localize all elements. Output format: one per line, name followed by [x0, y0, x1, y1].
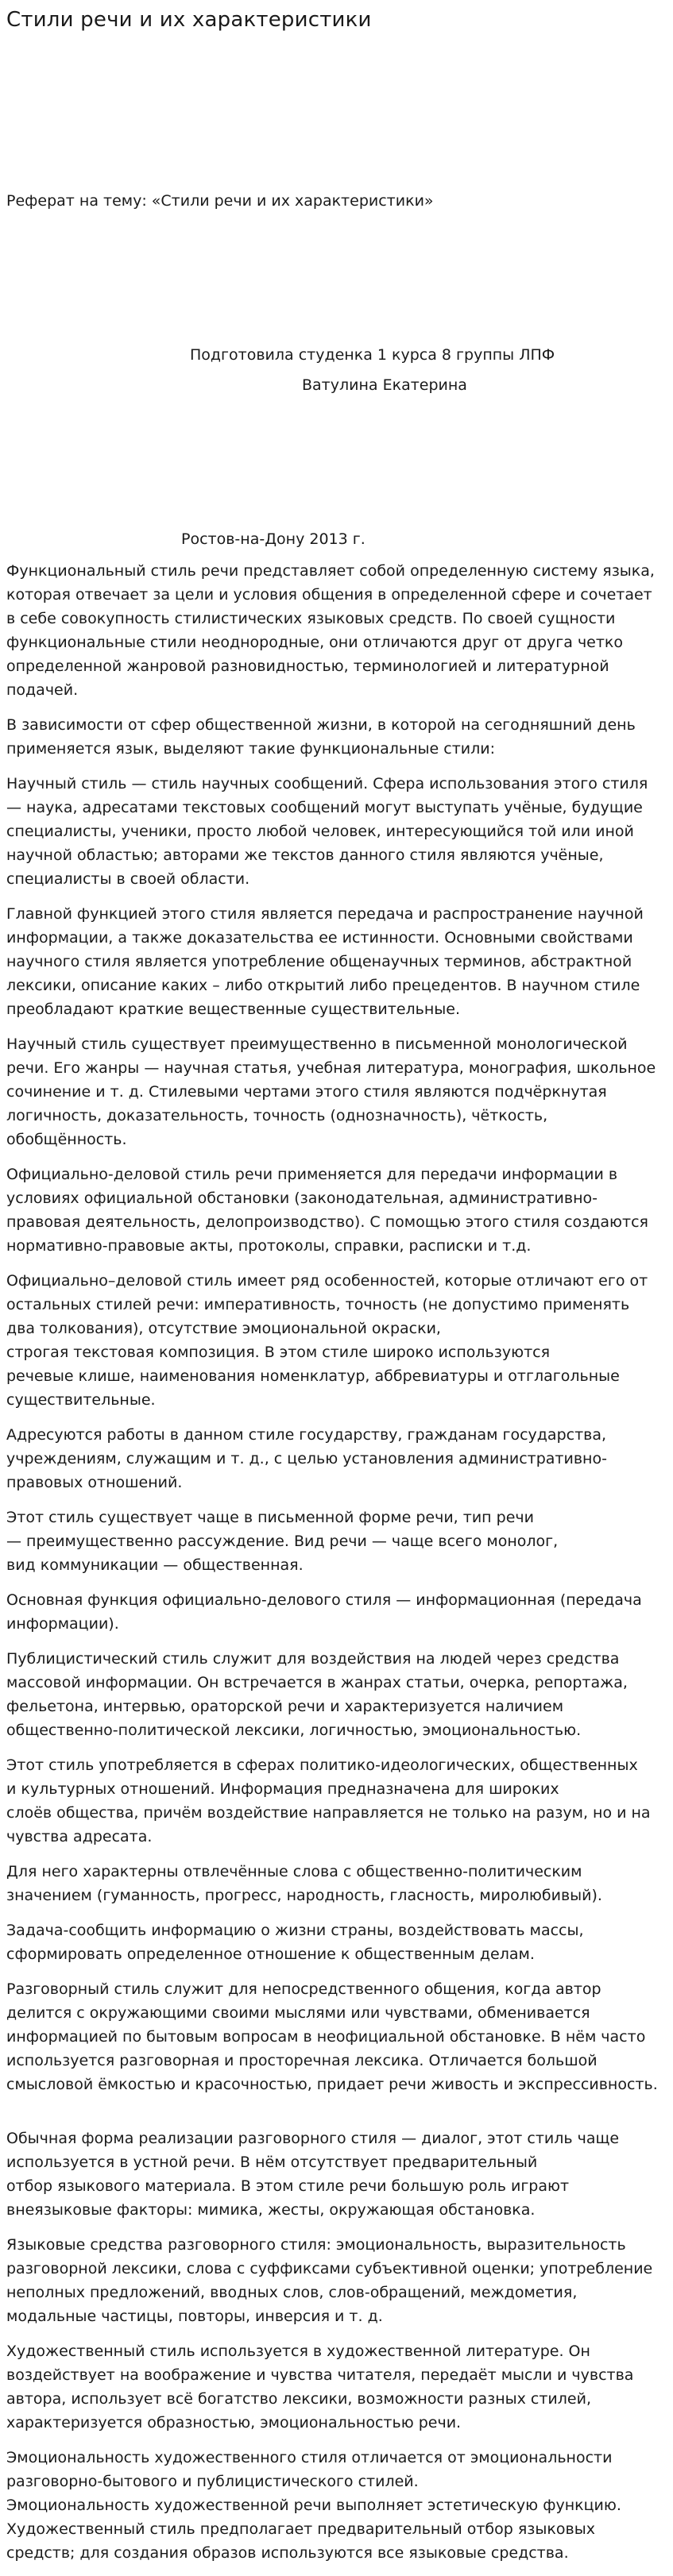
author-name: Ватулина Екатерина: [302, 376, 467, 394]
document-title: Стили речи и их характеристики: [6, 8, 372, 32]
paragraph: Языковые средства разговорного стиля: эмоциональность, выразительность разговорной лексики, слова с суффиксами субъективной оценки; употребление неполных предложений, вводных слов, слов-обращений, междометия, модальные частицы, повторы, инверсия и т. д.: [6, 2236, 653, 2325]
paragraph: Адресуются работы в данном стиле государству, гражданам государства, учреждениям, служащим и т. д., с целью установления административно- правовых отношений.: [6, 1426, 607, 1491]
paragraph: Главной функцией этого стиля является передача и распространение научной информации, а также доказательства ее истинности. Основными свойствами научного стиля является употребление общенаучных терминов, абстрактной лексики, описание каких – либо открытий либо прецедентов. В научном стиле преобладают краткие вещественные существительные.: [6, 905, 644, 1018]
paragraph: Функциональный стиль речи представляет собой определенную систему языка, которая отвечает за цели и условия общения в определенной сфере и сочетает в себе совокупность стилистических языковых средств. По своей сущности функциональные стили неоднородные, они отличаются друг от друга четко определенной жанровой разновидностью, терминологией и литературной подачей.: [6, 562, 655, 699]
paragraph: Для него характерны отвлечённые слова с общественно-политическим значением (гуманность, прогресс, народность, гласность, миролюбивый).: [6, 1863, 602, 1904]
city-year: Ростов-на-Дону 2013 г.: [181, 530, 366, 548]
paragraph: Научный стиль существует преимущественно в письменной монологической речи. Его жанры — научная статья, учебная литература, монография, школьное сочинение и т. д. Стилевыми чертами этого стиля являются подчёркнутая логичность, доказательность, точность (однозначность), чёткость, обобщённость.: [6, 1035, 656, 1148]
paragraph: Научный стиль — стиль научных сообщений. Сфера использования этого стиля — наука, адресатами текстовых сообщений могут выступать учёные, будущие специалисты, ученики, просто любой человек, интересующийся той или иной научной областью; авторами же текстов данного стиля являются учёные, специалисты в своей области.: [6, 775, 648, 888]
paragraph: Художественный стиль используется в художественной литературе. Он воздействует на воображение и чувства читателя, передаёт мысли и чувства автора, использует всё богатство лексики, возможности разных стилей, характеризуется образностью, эмоциональностью речи.: [6, 2343, 634, 2431]
paragraph: Обычная форма реализации разговорного стиля — диалог, этот стиль чаще используется в устной речи. В нём отсутствует предварительный отбор языкового материала. В этом стиле речи большую роль играют внеязыковые факторы: мимика, жесты, окружающая обстановка.: [6, 2130, 620, 2219]
prepared-by: Подготовила студенка 1 курса 8 группы ЛПФ: [190, 346, 555, 364]
document-body: [6, 559, 669, 2576]
referat-topic: Реферат на тему: «Стили речи и их характеристики»: [6, 192, 434, 210]
paragraph: Официально-деловой стиль речи применяется для передачи информации в условиях официальной обстановки (законодательная, административно- правовая деятельность, делопроизводство). С помощью этого стиля создаются нормативно-правовые акты, протоколы, справки, расписки и т.д.: [6, 1166, 648, 1255]
paragraph: Этот стиль употребляется в сферах политико-идеологических, общественных и культурных отношений. Информация предназначена для широких слоёв общества, причём воздействие направляется не только на разум, но и на чувства адресата.: [6, 1757, 651, 1845]
paragraph: Публицистический стиль служит для воздействия на людей через средства массовой информации. Он встречается в жанрах статьи, очерка, репортажа, фельетона, интервью, ораторской речи и характеризуется наличием общественно-политической лексики, логичностью, эмоциональностью.: [6, 1650, 628, 1739]
paragraph: Официально–деловой стиль имеет ряд особенностей, которые отличают его от остальных стилей речи: императивность, точность (не допустимо применять два толкования), отсутствие эмоциональной окраски, строгая текстовая композиция. В этом стиле широко используются речевые клише, наименования номенклатур, аббревиатуры и отглагольные существительные.: [6, 1272, 648, 1409]
paragraph: Основная функция официально-делового стиля — информационная (передача информации).: [6, 1591, 642, 1633]
paragraph: Эмоциональность художественного стиля отличается от эмоциональности разговорно-бытового и публицистического стилей. Эмоциональность художественной речи выполняет эстетическую функцию. Художественный стиль предполагает предварительный отбор языковых средств; для создания образов используются все языковые средства.: [6, 2449, 621, 2562]
paragraph: Задача-сообщить информацию о жизни страны, воздействовать массы, сформировать определенное отношение к общественным делам.: [6, 1922, 584, 1963]
paragraph: Этот стиль существует чаще в письменной форме речи, тип речи — преимущественно рассуждение. Вид речи — чаще всего монолог, вид коммуникации — общественная.: [6, 1509, 559, 1574]
paragraph: В зависимости от сфер общественной жизни, в которой на сегодняшний день применяется язык, выделяют такие функциональные стили:: [6, 716, 636, 758]
paragraph: Разговорный стиль служит для непосредственного общения, когда автор делится с окружающими своими мыслями или чувствами, обменивается информацией по бытовым вопросам в неофициальной обстановке. В нём часто используется разговорная и просторечная лексика. Отличается большой смысловой ёмкостью и красочностью, придает речи живость и экспрессивность.: [6, 1980, 658, 2093]
